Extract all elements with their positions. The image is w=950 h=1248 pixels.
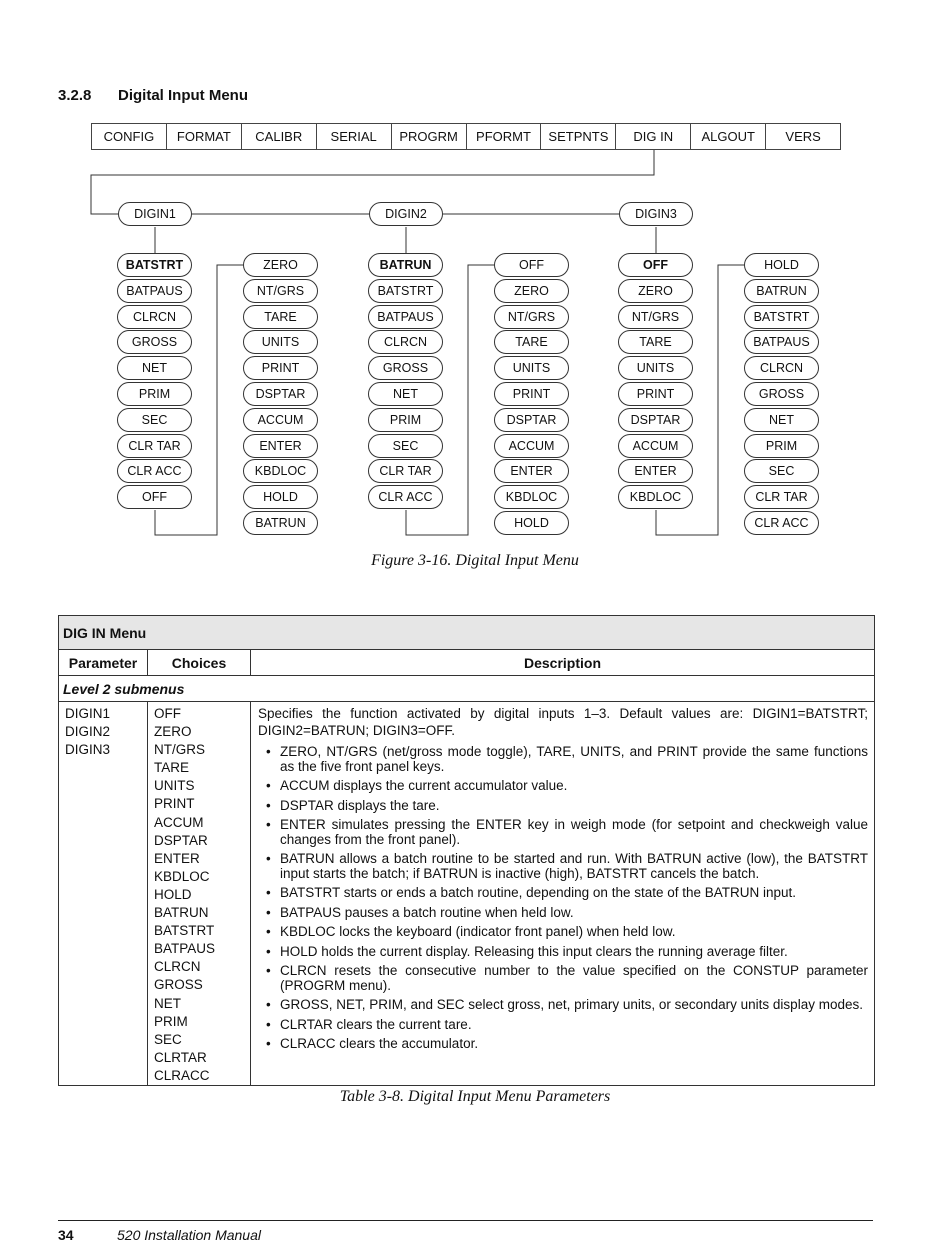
table-caption: Table 3-8. Digital Input Menu Parameters (339, 1088, 611, 1105)
menu-option-4-4: TARE (494, 330, 569, 354)
digin2-node: DIGIN2 (369, 202, 443, 226)
menu-option-2-2: NT/GRS (243, 279, 318, 303)
description-bullet: • ENTER simulates pressing the ENTER key in weigh mode (for setpoint and checkweigh value changes from the front panel). (258, 818, 868, 847)
page-number: 34 (58, 1227, 74, 1243)
table-subheading: Level 2 submenus (59, 676, 874, 702)
choice-item: OFF (154, 706, 181, 721)
menu-option-1-4: GROSS (117, 330, 192, 354)
menu-option-2-6: DSPTAR (243, 382, 318, 406)
menu-option-5-2: ZERO (618, 279, 693, 303)
menu-option-4-1: OFF (494, 253, 569, 277)
menu-option-6-9: SEC (744, 459, 819, 483)
menu-option-3-9: CLR TAR (368, 459, 443, 483)
header-description: Description (523, 654, 601, 671)
description-bullet: • ACCUM displays the current accumulator value. (258, 779, 868, 794)
table-title: DIG IN Menu (59, 616, 874, 650)
digin1-node: DIGIN1 (118, 202, 192, 226)
choices-cell (148, 702, 251, 1085)
menu-option-4-2: ZERO (494, 279, 569, 303)
menu-option-2-9: KBDLOC (243, 459, 318, 483)
choice-item: CLRCN (154, 959, 201, 975)
menu-option-2-8: ENTER (243, 434, 318, 458)
menu-option-3-10: CLR ACC (368, 485, 443, 509)
menu-option-4-5: UNITS (494, 356, 569, 380)
choice-item: CLRTAR (154, 1049, 207, 1065)
choice-item: UNITS (154, 778, 195, 794)
menu-option-5-7: DSPTAR (618, 408, 693, 432)
description-bullet: • BATSTRT starts or ends a batch routine, depending on the state of the BATRUN input. (258, 886, 868, 901)
menu-option-2-3: TARE (243, 305, 318, 329)
description-bullet: • BATPAUS pauses a batch routine when held low. (258, 906, 868, 921)
parameter-item: DIGIN1 (65, 706, 111, 721)
menu-tab-dig-in: DIG IN (616, 124, 691, 149)
footer-rule (58, 1220, 873, 1221)
description-bullet: • CLRTAR clears the current tare. (258, 1018, 868, 1033)
menu-option-5-1: OFF (618, 253, 693, 277)
menu-tab-serial: SERIAL (317, 124, 392, 149)
header-parameter: Parameter (59, 650, 148, 675)
choice-item: CLRACC (154, 1067, 210, 1083)
menu-option-4-6: PRINT (494, 382, 569, 406)
description-bullet: • CLRCN resets the consecutive number to the value specified on the CONSTUP parameter (PROGRM menu). (258, 964, 868, 993)
menu-option-3-1: BATRUN (368, 253, 443, 277)
description-intro: Specifies the function activated by digital inputs 1–3. Default values are: DIGIN1=BATSTRT; DIGIN2=BATRUN; DIGIN3=OFF. (258, 706, 868, 738)
digin3-node: DIGIN3 (619, 202, 693, 226)
description-bullet: • CLRACC clears the accumulator. (258, 1037, 868, 1052)
menu-option-6-2: BATRUN (744, 279, 819, 303)
menu-option-2-7: ACCUM (243, 408, 318, 432)
menu-option-1-1: BATSTRT (117, 253, 192, 277)
menu-option-4-3: NT/GRS (494, 305, 569, 329)
menu-option-6-5: CLRCN (744, 356, 819, 380)
menu-option-3-4: CLRCN (368, 330, 443, 354)
menu-option-6-10: CLR TAR (744, 485, 819, 509)
parameter-cell (59, 702, 148, 1085)
section-number: 3.2.8 (58, 87, 92, 104)
menu-option-6-4: BATPAUS (744, 330, 819, 354)
choice-item: PRINT (154, 796, 195, 812)
choice-item: NT/GRS (154, 742, 206, 758)
description-bullet-list (258, 745, 868, 1052)
menu-option-5-10: KBDLOC (618, 485, 693, 509)
menu-tab-config: CONFIG (92, 124, 167, 149)
digin-parameters-table (58, 615, 875, 1086)
choice-item: GROSS (154, 977, 203, 993)
menu-option-3-2: BATSTRT (368, 279, 443, 303)
menu-option-3-3: BATPAUS (368, 305, 443, 329)
description-bullet: • HOLD holds the current display. Releasing this input clears the running average filter. (258, 945, 868, 960)
manual-title: 520 Installation Manual (117, 1227, 261, 1243)
menu-tab-vers: VERS (785, 129, 821, 144)
choice-item: PRIM (154, 1013, 188, 1029)
menu-option-1-8: CLR TAR (117, 434, 192, 458)
menu-option-1-6: PRIM (117, 382, 192, 406)
menu-tab-pformt: PFORMT (467, 124, 542, 149)
figure-caption: Figure 3-16. Digital Input Menu (371, 552, 579, 569)
choice-item: TARE (154, 760, 190, 776)
menu-option-4-8: ACCUM (494, 434, 569, 458)
menu-option-1-2: BATPAUS (117, 279, 192, 303)
menu-option-6-8: PRIM (744, 434, 819, 458)
menu-option-6-7: NET (744, 408, 819, 432)
description-bullet: • GROSS, NET, PRIM, and SEC select gross, net, primary units, or secondary units display modes. (258, 998, 868, 1013)
choice-item: BATRUN (154, 905, 209, 921)
menu-option-4-9: ENTER (494, 459, 569, 483)
menu-option-5-8: ACCUM (618, 434, 693, 458)
menu-option-2-11: BATRUN (243, 511, 318, 535)
description-cell (251, 702, 874, 1085)
choice-item: KBDLOC (154, 868, 210, 884)
menu-option-5-5: UNITS (618, 356, 693, 380)
menu-option-6-3: BATSTRT (744, 305, 819, 329)
menu-option-4-10: KBDLOC (494, 485, 569, 509)
parameter-item: DIGIN3 (65, 742, 111, 758)
choice-item: DSPTAR (154, 832, 208, 848)
parameter-item: DIGIN2 (65, 724, 111, 740)
choice-item: BATPAUS (154, 941, 216, 957)
menu-option-5-4: TARE (618, 330, 693, 354)
menu-tab-format: FORMAT (167, 124, 242, 149)
menu-option-3-5: GROSS (368, 356, 443, 380)
menu-option-3-8: SEC (368, 434, 443, 458)
choice-item: ENTER (154, 850, 200, 866)
description-bullet: • KBDLOC locks the keyboard (indicator front panel) when held low. (258, 925, 868, 940)
description-bullet: • ZERO, NT/GRS (net/gross mode toggle), TARE, UNITS, and PRINT provide the same functions as the five front panel keys. (258, 745, 868, 774)
menu-option-1-5: NET (117, 356, 192, 380)
menu-option-4-11: HOLD (494, 511, 569, 535)
choice-item: HOLD (154, 886, 192, 902)
menu-tab-setpnts: SETPNTS (541, 124, 616, 149)
choice-item: BATSTRT (154, 923, 215, 939)
menu-option-2-1: ZERO (243, 253, 318, 277)
menu-option-2-4: UNITS (243, 330, 318, 354)
menu-option-1-9: CLR ACC (117, 459, 192, 483)
header-choices: Choices (148, 650, 251, 675)
menu-option-2-5: PRINT (243, 356, 318, 380)
menu-option-5-3: NT/GRS (618, 305, 693, 329)
description-bullet: • DSPTAR displays the tare. (258, 799, 868, 814)
menu-option-5-9: ENTER (618, 459, 693, 483)
menu-option-1-3: CLRCN (117, 305, 192, 329)
menu-option-3-7: PRIM (368, 408, 443, 432)
choice-item: ZERO (154, 724, 192, 740)
choice-item: ACCUM (154, 814, 204, 830)
menu-option-2-10: HOLD (243, 485, 318, 509)
choice-item: NET (154, 995, 181, 1011)
menu-tab-algout: ALGOUT (691, 124, 766, 149)
menu-option-5-6: PRINT (618, 382, 693, 406)
menu-option-3-6: NET (368, 382, 443, 406)
table-row (59, 702, 874, 1085)
menu-option-1-7: SEC (117, 408, 192, 432)
menu-option-6-11: CLR ACC (744, 511, 819, 535)
section-title: Digital Input Menu (118, 87, 248, 104)
menu-option-4-7: DSPTAR (494, 408, 569, 432)
menu-tab-progrm: PROGRM (392, 124, 467, 149)
menu-option-6-6: GROSS (744, 382, 819, 406)
menu-option-1-10: OFF (117, 485, 192, 509)
description-bullet: • BATRUN allows a batch routine to be started and run. With BATRUN active (low), the BATSTRT input starts the batch; if BATRUN is inactive (high), BATSTRT cancels the batch. (258, 852, 868, 881)
table-header-row (59, 650, 874, 676)
menu-option-6-1: HOLD (744, 253, 819, 277)
choice-item: SEC (154, 1031, 182, 1047)
menu-tab-calibr: CALIBR (242, 124, 317, 149)
